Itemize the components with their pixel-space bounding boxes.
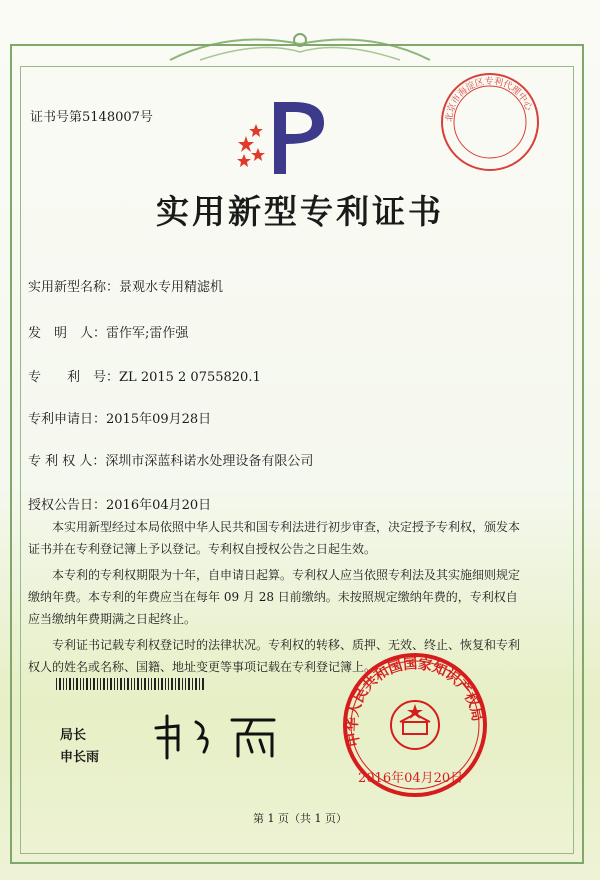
field-patentee-label: 专 利 权 人： [28, 454, 106, 469]
field-patent-number-label: 专 利 号： [28, 370, 120, 385]
field-grant-date-value: 2016年04月20日 [106, 498, 212, 513]
paragraph: 本实用新型经过本局依照中华人民共和国专利法进行初步审查，决定授予专利权，颁发本证书并在专利登记簿上予以登记。专利权自授权公告之日起生效。 [28, 520, 521, 556]
field-name-value: 景观水专用精滤机 [119, 280, 224, 295]
field-patentee [28, 450, 313, 469]
seal-text: 中华人民共和国国家知识产权局 [344, 656, 486, 748]
field-grant-date-label: 授权公告日： [28, 498, 107, 513]
director-signature [148, 708, 288, 764]
field-name-label: 实用新型名称： [28, 280, 120, 295]
field-patent-number [28, 366, 261, 385]
agency-stamp-text: 北京市海淀区专利代理中心 [444, 76, 534, 123]
barcode [56, 678, 206, 690]
field-grant-date [28, 494, 211, 513]
certificate-number: 证书号第5148007号 [30, 110, 153, 125]
field-inventor-label: 发 明 人： [28, 326, 107, 341]
director-name: 申长雨 [60, 750, 100, 765]
agency-stamp [438, 70, 542, 174]
seal-date: 2016年04月20日 [358, 771, 464, 786]
patent-office-logo [232, 96, 332, 176]
certificate-title: 实用新型专利证书 [156, 192, 444, 231]
director-title: 局长 [60, 728, 87, 743]
page-footer: 第 1 页（共 1 页） [253, 812, 347, 825]
field-name [28, 276, 223, 295]
field-inventor [28, 322, 188, 341]
field-inventor-value: 雷作军;雷作强 [106, 326, 189, 341]
field-filing-date-value: 2015年09月28日 [106, 412, 212, 427]
field-patent-number-value: ZL 2015 2 0755820.1 [119, 370, 261, 385]
paragraph: 本专利的专利权期限为十年，自申请日起算。专利权人应当依照专利法及其实施细则规定缴纳年费。本专利的年费应当在每年 09 月 28 日前缴纳。未按照规定缴纳年费的，专利权自应当缴纳年费期满之日起终止。 [28, 568, 521, 626]
field-patentee-value: 深圳市深蓝科诺水处理设备有限公司 [105, 454, 314, 469]
paragraph: 专利证书记载专利权登记时的法律状况。专利权的转移、质押、无效、终止、恢复和专利权人的姓名或名称、国籍、地址变更等事项记载在专利登记簿上。 [28, 638, 521, 674]
field-filing-date [28, 408, 211, 427]
field-filing-date-label: 专利申请日： [28, 412, 107, 427]
